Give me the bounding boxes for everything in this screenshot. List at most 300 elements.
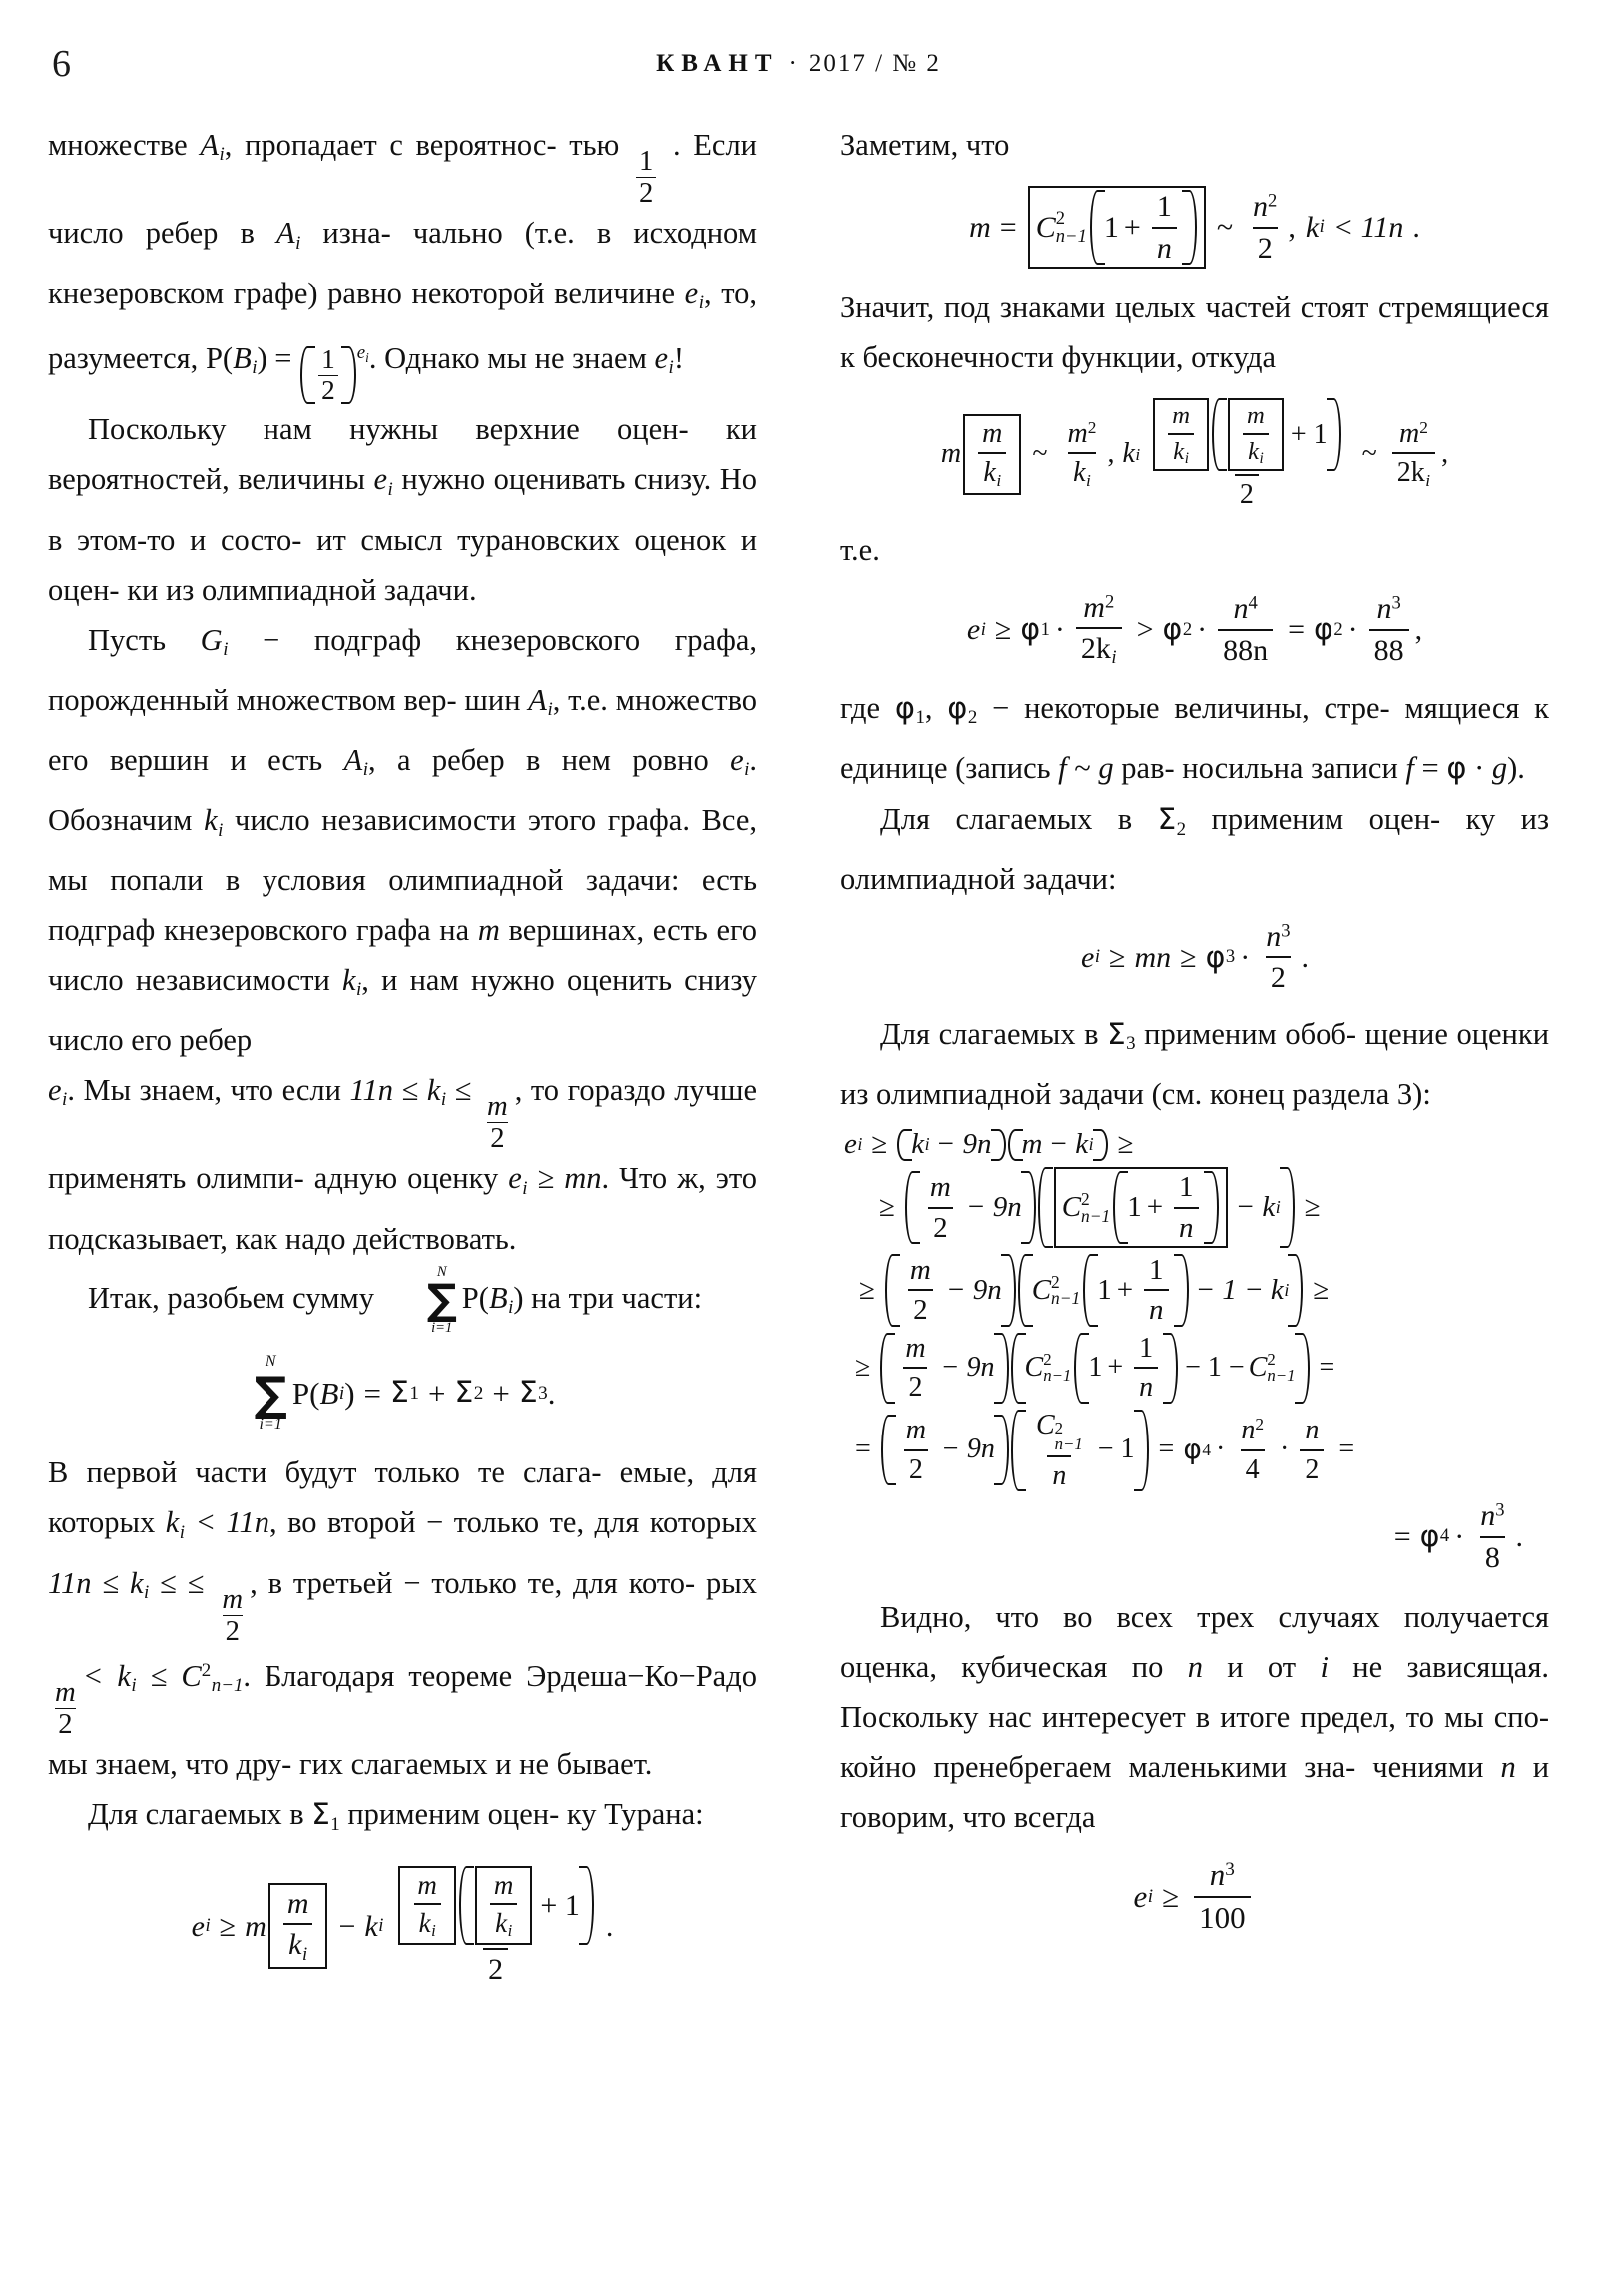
var-A: A [200,128,220,162]
p3-line-3: графа, порожденный множеством вер- [48,622,758,717]
chain-line-6: = φ 4 · $\frac{n^3}{8}$ . [840,1499,1549,1574]
paragraph-3 [48,615,757,1065]
issue-label: 2017 / № 2 [808,50,941,77]
c2-paren-1: $\frac{m}{2}$ − 9n [905,1171,1036,1244]
eqmk-bracket-2: $\frac{m}{k_i}$ [1153,398,1209,471]
turan-period: . [605,1909,614,1943]
p7-sigma1: Σ [311,1797,330,1832]
p3-line-1: Пусть [88,622,167,657]
page-header [0,36,1597,96]
running-head [0,50,1597,78]
eq-sign-1: = [274,340,292,375]
p3-line-2: − подграф кнезеровского [263,622,641,657]
c5-minus1: − 1 [1097,1434,1135,1465]
p6-leqC: ≤ C [150,1658,202,1693]
equation-final [840,1858,1549,1935]
c5-dot2: · [1280,1434,1290,1465]
eq-sigma3: Σ [518,1375,538,1411]
header-separator: · [788,50,799,77]
rp2-l3: − некоторые величины, стре- [992,691,1390,726]
p6-line-2: емые, для которых [48,1455,757,1540]
equation-m-def [840,186,1549,269]
c4-C: C [1024,1351,1044,1383]
p5-B: B [488,1280,508,1315]
c5-minus9n: − 9n [941,1434,995,1465]
p6-C-sup: 2 [201,1660,212,1682]
c2-geq2: ≥ [1304,1190,1321,1223]
chain-line-2 [840,1167,1549,1248]
p1-text-f: чально (т.е. в исходном кнезеровском [48,216,758,310]
eqmk-bracket-3: $\frac{m}{k_i}$ [1228,398,1284,471]
c4-paren-1: $\frac{m}{2}$ − 9n [880,1333,1008,1404]
eqmn-e: e [1081,940,1095,974]
eqmn-frac: $\frac{n^3}{2}$ [1266,919,1291,995]
p6-k3-sub: i [131,1675,137,1697]
exp-ei: ei [356,341,369,365]
c1-minus9n: − 9n [935,1128,992,1161]
var-e-2-sub: i [668,357,674,379]
eqmk-period: , [1441,437,1449,469]
turan-geq: ≥ [219,1909,237,1943]
eqe-phi2b-sub: 2 [1333,618,1343,640]
chain-line-5: = $\frac{m}{2}$ − 9n C 2 n−1 n − 1 = φ 4 · $\frac{n^2}{4}$ · $\frac{n}{2}$ = [840,1410,1549,1491]
rp2-phi2: φ [947,691,968,727]
c5-paren-1: $\frac{m}{2}$ − 9n [881,1415,1009,1485]
p3-line-5: , т.е. множество его вершин и [48,682,758,778]
turan-bracket-1 [268,1883,328,1970]
eqm-bracket [1028,186,1206,269]
c1-paren-2: m − k i [1008,1129,1108,1161]
rp2-phi1: φ [894,691,915,727]
sum-operator: N ∑ i=1 [254,1353,287,1433]
p5-P: P [461,1280,479,1315]
rp3-l3: ку из олимпиадной задачи: [840,802,1550,896]
rp5-n: n [1187,1650,1203,1685]
var-G: G [200,622,223,657]
c6-dot: · [1454,1520,1465,1553]
rp5-i: i [1320,1650,1329,1685]
p2-line-5: ит смысл турановских оценок и оцен- [48,522,758,607]
eq-B: B [319,1375,339,1411]
rp2-dot: · [1474,751,1485,786]
var-e-3: e [373,462,388,497]
turan-k: k [364,1909,378,1943]
c2-geq: ≥ [879,1190,895,1223]
c3-minus9n: − 9n [945,1273,1002,1306]
eqf-frac: $\frac{n^3}{100}$ [1194,1858,1251,1935]
eq-sigma2-sub: 2 [473,1383,484,1405]
var-A-3-sub: i [547,699,553,721]
eqm-one: 1 [1103,211,1119,245]
var-k: k [204,803,218,838]
eqe-e: e [966,613,981,647]
eqm-m: m [969,211,991,245]
paragraph-4 [48,1065,757,1264]
eqm-period: . [1412,211,1420,245]
c2-paren-2: C 2 n−1 1 + $\frac{1}{n}$ − k i [1038,1167,1295,1248]
eqe-frac-n4: $\frac{n^4}{88n}$ [1218,592,1273,667]
p7-line-1: Для слагаемых в [88,1797,304,1832]
var-e-5-sub: i [62,1089,68,1111]
c3-minus1ki: − 1 − k [1195,1273,1284,1306]
right-paragraph-5 [840,1592,1549,1842]
eqm-plus: + [1123,211,1141,245]
eqmk-comma: , [1107,437,1115,469]
p3-line-14: вершинах, [508,912,645,947]
rp3-sigma2-sub: 2 [1176,818,1187,840]
rp5-l9: и говорим, что всегда [840,1750,1550,1835]
rp2-phi: φ [1446,751,1467,787]
c5-phi4: φ [1183,1433,1202,1466]
var-G-sub: i [223,638,229,660]
p3-line-6: есть [267,743,323,778]
eqe-phi1: φ [1020,612,1041,648]
p6-11n-k: 11n ≤ k [48,1565,144,1600]
frac-one-half: $\frac{1}{2}$ [636,147,656,208]
eqmk-paren [1212,398,1341,471]
eqe-equals: = [1288,613,1306,647]
c4-eq: = [1319,1351,1335,1383]
rp2-l4: мящиеся к единице (запись [840,691,1549,786]
c5-eq3: = [1338,1434,1355,1465]
p1-text-h: , то, разумеется, [48,276,758,375]
eqm-C: C [1035,211,1056,245]
c1-ki: k [911,1128,925,1161]
page-number: 6 [52,43,71,85]
var-m: m [477,912,500,947]
var-e-3-sub: i [387,478,393,500]
c5-eq: = [855,1434,871,1465]
p1-text-i: . Однако [368,340,480,375]
p6-k-sub: i [179,1521,186,1543]
turan-frac-mk: $\frac{m}{k_i}$ [282,1887,314,1966]
eqmn-geq-2: ≥ [1180,940,1197,974]
c6-phi4: φ [1419,1519,1440,1554]
eqm-k-sub: i [1319,216,1325,238]
rp1-l3: функции, откуда [1061,340,1277,375]
eqe-phi2-sub: 2 [1182,618,1193,640]
eqm-lt: < 11n [1332,211,1404,245]
p4-comma: , [514,1072,523,1107]
eqf-e-sub: i [1147,1886,1154,1908]
rp2-phi2-sub: 2 [967,707,978,729]
p6-lt11n: < 11n [195,1505,270,1540]
p3-line-13: кнезеровского графа на [163,912,470,947]
paragraph-2 [48,404,757,614]
p1-text-j: мы не знаем [487,340,647,375]
eqf-geq: ≥ [1162,1878,1180,1914]
c4-minus1C: − 1 − [1185,1351,1245,1383]
var-A-4-sub: i [362,759,368,781]
var-A-2-sub: i [295,232,301,254]
p3-line-15: есть его число независимости [48,912,758,997]
chain-line-3 [840,1254,1549,1327]
var-e-5: e [48,1072,62,1107]
p4-line-6: адную оценку [313,1161,499,1196]
paragraph-5: Итак, разобьем сумму N ∑ i=1 $P(B_i)$ на три части: [88,1263,703,1337]
p2-line-2: ки вероятностей, величины [48,412,757,497]
rp5-l1: Видно, что во всех трех случаях [880,1600,1380,1635]
rp4-l2: применим обоб- [1144,1016,1357,1051]
p7-sigma1-sub: 1 [330,1813,340,1835]
c4-paren-2: C 2 n−1 1 + $\frac{1}{n}$ − 1 − C 2 n−1 [1011,1333,1310,1404]
eqe-frac-m2k: $\frac{m^2}{2k_i}$ [1076,591,1122,670]
equation-e-bounds: e i ≥ φ 1 · $\frac{m^2}{2k_i}$ > φ 2 · $\frac{n^4}{88n}$ = φ 2 · $\frac{n^3}{88}$ , [966,590,1423,669]
p6-line-15: гих слагаемых и не бывает. [298,1747,653,1782]
chain-line-1 [840,1129,1549,1161]
eq-sigma3-sub: 3 [538,1383,548,1405]
rp3-l2: применим оцен- [1211,802,1441,837]
p5-line-1: Итак, разобьем сумму [88,1280,374,1315]
var-k-sub: i [218,819,224,841]
eqm-C-sub: n−1 [1055,225,1087,247]
turan-denominator: 2 [483,1948,508,1987]
eqe-comma: , [1414,613,1423,647]
eq-P: P [291,1375,310,1411]
c5-frac-C-n: C 2 n−1 n [1035,1409,1083,1491]
turan-e: e [191,1909,205,1943]
c1-paren-1: k i − 9n [897,1129,1005,1161]
eqmn-dot: · [1240,940,1251,974]
rp4-sigma3: Σ [1107,1016,1126,1051]
p2-line-1: Поскольку нам нужны верхние оцен- [88,412,689,447]
turan-k-sub: i [378,1914,384,1936]
p4-var-e: e [508,1161,522,1196]
var-A-sub: i [219,144,225,166]
c1-geq2: ≥ [1117,1128,1134,1161]
c3-paren-1: $\frac{m}{2}$ − 9n [885,1254,1016,1327]
var-k-2-sub: i [356,978,362,1000]
rp4-l4: (см. конец раздела 3): [1151,1077,1431,1112]
right-paragraph-4 [840,1009,1549,1119]
right-paragraph-3 [840,794,1549,903]
eqmk-m: m [940,437,962,469]
rp3-l1: Для слагаемых в [880,802,1133,837]
eqm-C-sup: 2 [1055,207,1066,229]
rp5-l6: интересует в итоге предел, то мы спо- [1041,1700,1550,1735]
eqmk-plus-one: + 1 [1290,418,1328,450]
p1-text-e: изна- [322,216,391,251]
turan-m: m [245,1909,266,1943]
turan-minus: − [338,1909,356,1943]
var-A-4: A [343,743,363,778]
rp2-f: f [1058,751,1067,786]
p1-text-c: тью [569,128,620,162]
eqm-k: k [1305,211,1320,245]
p2-line-4: оценивать снизу. Но в этом-то и состо- [48,462,758,557]
p6-line-13: . Благодаря теореме [243,1658,513,1693]
eqmn-mn: mn [1134,940,1172,974]
p1-text-g: графе) равно некоторой величине [233,276,675,310]
eqe-dot-1: · [1054,613,1065,647]
p3-line-17: нужно оценить снизу число его ребер [48,962,758,1057]
c3-inner-paren: 1 + $\frac{1}{n}$ [1083,1254,1188,1327]
eqe-phi2b: φ [1314,612,1333,648]
p3-line-9: Обозначим [48,803,193,838]
rp1-l2: стоят стремящиеся к бесконечности [840,290,1549,375]
eq-period: . [547,1375,556,1411]
c3-geq2: ≥ [1313,1273,1330,1306]
turan-plus-one: + 1 [540,1888,580,1922]
rp1-l1: Значит, под знаками целых частей [840,290,1292,325]
p2-line-3: нужно [401,462,486,497]
ineq-sub: i [440,1089,447,1111]
rp5-n2: n [1500,1750,1516,1785]
c1-e-sub: i [857,1134,863,1155]
column-right [840,120,1549,2256]
rp3-sigma2: Σ [1157,802,1177,837]
paragraph-7 [48,1789,757,1849]
p1-text-a: множестве [48,128,188,162]
equation-e-mn [840,920,1549,995]
rp5-l4: от [1267,1650,1297,1685]
var-e-sub: i [698,291,704,313]
p6-k2-sub: i [144,1581,150,1603]
c1-e: e [844,1128,857,1161]
prob-P: P [205,340,223,375]
turan-bracket-3: $\frac{m}{k_i}$ [475,1866,533,1946]
eq-sigma1: Σ [390,1375,409,1411]
rp2-eq: = [1421,751,1439,786]
eqmk-den: 2 [1235,474,1259,510]
p6-leq2: ≤ [187,1565,205,1600]
p3-line-4: шин [464,682,521,717]
rp2-f2: f [1405,751,1414,786]
c3-geq: ≥ [859,1273,875,1306]
eqe-phi1-sub: 1 [1040,618,1050,640]
eqmk-big-frac [1146,398,1346,510]
p7-line-2: применим оцен- [347,1797,560,1832]
c4-inner-paren: 1 + $\frac{1}{n}$ [1074,1333,1178,1404]
p4-var-e-sub: i [522,1177,528,1199]
eqe-gt: > [1136,613,1154,647]
p5-line-3: три части: [568,1280,703,1315]
frac-m-2b: $\frac{m}{2}$ [222,1582,244,1647]
eqe-dot-3: · [1347,613,1358,647]
eq-B-sub: i [338,1383,345,1405]
rp2-comma: , [924,691,933,726]
eqm-frac-n2: $\frac{n^2}{2}$ [1253,190,1278,265]
p6-line-5: − только те, для которых [426,1505,758,1540]
eqmn-geq-1: ≥ [1109,940,1126,974]
c3-paren-2: C 2 n−1 1 + $\frac{1}{n}$ − 1 − k i [1018,1254,1304,1327]
paragraph-6 [48,1447,757,1789]
rp4-l1: Для слагаемых в [880,1016,1099,1051]
right-paragraph-1 [840,283,1549,382]
p4-leq: ≤ [454,1072,472,1107]
p1-text-d: . Если число ребер в [48,128,758,251]
c1-m: m [1021,1128,1043,1161]
p4-line-5: то гораздо лучше применять олимпи- [48,1072,758,1196]
var-e-2: e [654,340,669,375]
eq-equals: = [363,1375,382,1411]
rp2-g: g [1098,751,1114,786]
eqm-frac-1n: $\frac{1}{n}$ [1152,190,1177,265]
frac-half-2: $\frac{1}{2}$ [318,346,338,405]
rp5-l8: чениями [1372,1750,1484,1785]
eq-sigma2: Σ [454,1375,474,1411]
turan-big-frac [391,1866,599,1987]
equation-sum-split: N ∑ i=1 P ( B i ) = Σ 1 + Σ 2 + Σ 3 . [254,1353,556,1433]
equation-mk-asymp: m $\frac{m}{k_i}$ ~ $\frac{m^2}{k_i}$ , k i $\frac{m}{k_i}$ $\frac{m}{k_i}$ + 1 2 ~ $\frac{m^2}{2k_i}$ , [840,398,1549,510]
chain-line-4 [840,1333,1549,1404]
p6-k: k [165,1505,180,1540]
p5-B-sub: i [508,1296,514,1318]
p6-line-1: В первой части будут только те слага- [48,1455,602,1490]
c3-C: C [1031,1273,1052,1306]
c2-bracket: C 2 n−1 1 + $\frac{1}{n}$ [1054,1167,1228,1248]
p6-line-14: Эрдеша−Ко−Радо мы знаем, что дру- [48,1658,757,1782]
rp2-close: ). [1507,751,1525,786]
var-B: B [233,340,252,375]
p3-line-7: , а ребер в нем ровно [367,743,709,778]
var-k-2: k [341,962,356,997]
paragraph-1: множестве $A_i$, пропадает с вероятнос- тью $\frac{1}{2}$ . Если число ребер в $A_i$ изна- чально (т.е. в исходном кнезеровском графе) равно некоторой величине $e_i$, то, разумеется, $P(B_i)$ = $\frac{1}{2}$ $^{e_i}$. Однако мы не знаем $e_i$! [48,128,758,405]
eqe-phi2: φ [1162,612,1183,648]
eqmn-e-sub: i [1094,946,1100,968]
c5-eq2: = [1158,1434,1175,1465]
p6-ltk: < k [82,1658,131,1693]
c2-C: C [1061,1190,1082,1223]
c6-period: . [1515,1520,1523,1553]
rp2-l7: носильна записи [1182,751,1398,786]
p4-line-1: . Мы знаем, что если [67,1072,341,1107]
rp2-l6: рав- [1121,751,1175,786]
sum-operator-inline: N ∑ i=1 [426,1263,457,1337]
c2-minuski: − k [1235,1190,1276,1223]
var-A-3: A [528,682,547,717]
turan-e-sub: i [205,1914,211,1936]
c2-minus9n: − 9n [965,1190,1022,1223]
eqe-dot-2: · [1197,613,1208,647]
eqmk-result: $\frac{m^2}{2k_i}$ [1392,418,1435,491]
rp4-l3: щение оценки из олимпиадной задачи [840,1016,1550,1112]
eqm-equals: = [999,211,1017,245]
c5-frac-n2-4: $\frac{n^2}{4}$ [1241,1415,1265,1485]
frac-m-2: $\frac{m}{2}$ [487,1089,508,1155]
p6-line-4: , во второй [269,1505,416,1540]
rp5-l3: и [1227,1650,1244,1685]
ineq-11n-ki: 11n ≤ k [349,1072,441,1107]
p6-C-sub: n−1 [211,1675,244,1697]
c6-eq: = [1393,1520,1411,1553]
p6-line-9: , в третьей − только те, для кото- [250,1565,696,1600]
eqmk-sim-1: ~ [1032,437,1048,469]
p3-line-16: , и нам [361,962,459,997]
turan-bracket-2: $\frac{m}{k_i}$ [398,1866,456,1946]
c5-paren-2 [1011,1410,1149,1491]
rp5-l7: койно пренебрегаем маленькими зна- [840,1750,1356,1785]
p1-excl: ! [673,340,684,375]
p4-line-9: . Что ж, это [601,1161,758,1196]
p4-line-10: подсказывает, как надо действовать. [48,1221,517,1256]
p6-leq: ≤ [160,1565,177,1600]
rp5-l2: получается оценка, кубическая по [840,1600,1550,1685]
c4-minus9n: − 9n [940,1351,995,1383]
eqm-comma: , [1288,211,1296,245]
rp2-g2: g [1491,751,1508,786]
paren-half-power [300,343,356,405]
c2-inner-paren: 1 + $\frac{1}{n}$ [1113,1171,1218,1244]
text-columns [48,120,1549,2256]
p3-line-12: олимпиадной задачи: есть подграф [48,862,757,947]
rp5-l5: не зависящая. Поскольку нас [840,1650,1549,1735]
eqe-geq: ≥ [994,613,1012,647]
c5-dot1: · [1216,1434,1226,1465]
frac-m-2c: $\frac{m}{2}$ [55,1675,76,1741]
c5-frac-n-2: $\frac{n}{2}$ [1300,1415,1324,1485]
p3-line-8: . [749,743,758,778]
